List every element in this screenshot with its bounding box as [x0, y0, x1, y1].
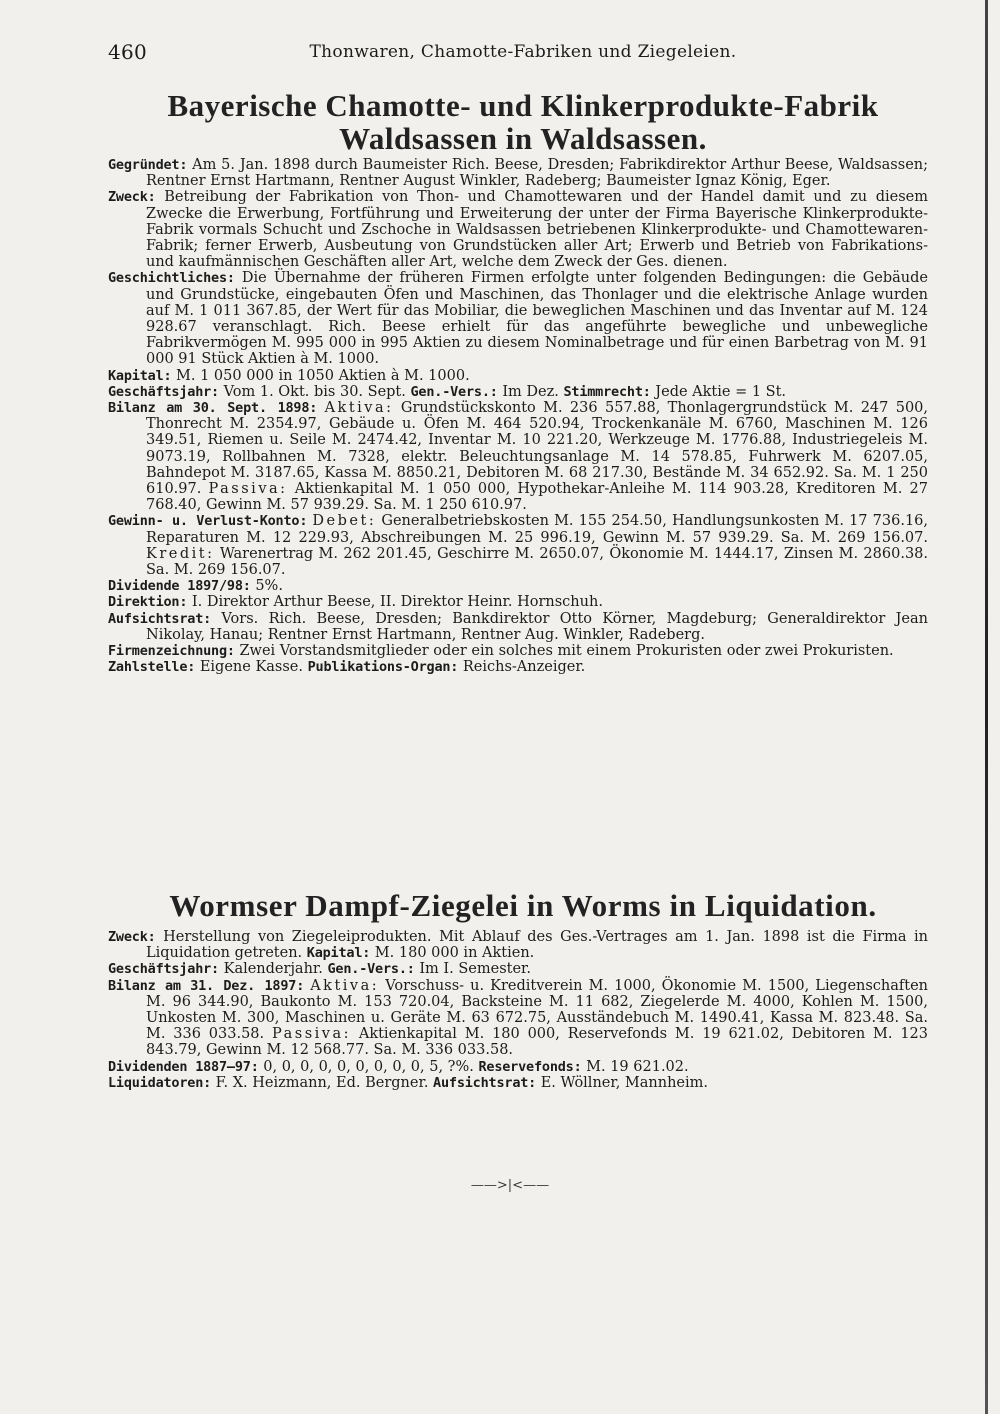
- text-kapital: M. 1 050 000 in 1050 Aktien à M. 1000.: [176, 367, 470, 384]
- text-dividende: 5%.: [255, 578, 283, 595]
- label-aufsichtsrat: Aufsichtsrat:: [108, 610, 212, 627]
- label2-kapital: Kapital:: [306, 945, 371, 962]
- label-genvers: Gen.-Vers.:: [410, 383, 498, 400]
- label-direktion: Direktion:: [108, 594, 188, 611]
- company1-section: [108, 157, 928, 676]
- text2-aktiva: Vorschuss- u. Kreditverein M. 1000, Ökonomie M. 1500, Liegenschaften M. 96 344.90, Baukonto M. 153 720.04, Backsteine M. 11 682, Ziegelerde M. 4000, Kohlen M. 1500, Unkosten M. 300, Maschinen u. Geräte M. 63 672.75, Ausständebuch M. 1490.41, Kassa M. 823.48. Sa. M. 336 033.58.: [146, 977, 929, 1043]
- text2-geschaeftsjahr: Kalenderjahr.: [223, 961, 323, 978]
- label-geschaeftsjahr: Geschäftsjahr:: [108, 383, 219, 400]
- label-zweck: Zweck:: [108, 189, 156, 206]
- text-geschaeftsjahr: Vom 1. Okt. bis 30. Sept.: [223, 383, 406, 400]
- label-gegruendet: Gegründet:: [108, 157, 188, 173]
- label-stimmrecht: Stimmrecht:: [563, 383, 651, 400]
- label-aktiva: Aktiva:: [324, 400, 394, 417]
- label-passiva: Passiva:: [208, 481, 288, 498]
- text-passiva: Aktienkapital M. 1 050 000, Hypothekar-Anleihe M. 114 903.28, Kreditoren M. 27 768.40, Gewinn M. 57 939.29. Sa. M. 1 250 610.97.: [146, 481, 928, 514]
- text-direktion: I. Direktor Arthur Beese, II. Direktor Heinr. Hornschuh.: [191, 594, 603, 611]
- text2-reservefonds: M. 19 621.02.: [586, 1058, 689, 1075]
- label-dividende: Dividende 1897/98:: [108, 578, 251, 595]
- entry-geschaeftsjahr: [108, 384, 928, 400]
- label2-reservefonds: Reservefonds:: [478, 1058, 582, 1075]
- entry-dividende: [108, 578, 928, 594]
- company2-section: [108, 929, 928, 1091]
- text-stimmrecht: Jede Aktie = 1 St.: [655, 383, 787, 400]
- text-publikation: Reichs-Anzeiger.: [462, 659, 586, 676]
- label-publikation: Publikations-Organ:: [307, 659, 459, 676]
- text-aufsichtsrat: Vors. Rich. Beese, Dresden; Bankdirektor Otto Körner, Magdeburg; Generaldirektor Jean Nikolay, Hanau; Rentner Ernst Hartmann, Rentner Aug. Winkler, Radeberg.: [146, 610, 929, 643]
- label2-liquidatoren: Liquidatoren:: [108, 1074, 212, 1091]
- label-kapital: Kapital:: [108, 367, 172, 384]
- label2-bilanz: Bilanz am 31. Dez. 1897:: [108, 977, 305, 994]
- text-genvers: Im Dez.: [502, 383, 559, 400]
- label2-zweck: Zweck:: [108, 929, 156, 945]
- text-geschichtliches: Die Übernahme der früheren Firmen erfolgte unter folgenden Bedingungen: die Gebäude und Grundstücke, eingebauten Öfen und Maschinen, das Thonlager und die elektrische Anlage wurden auf M. 1 011 367.85, der Wert für das Mobiliar, die beweglichen Maschinen und das Inventar auf M. 124 928.67 veranschlagt. Rich. Beese erhielt für das angeführte bewegliche und unbewegliche Fabrikvermögen M. 995 000 in 995 Aktien zu diesem Nominalbetrage und für einen Barbetrag von M. 91 000 91 Stück Aktien à M. 1000.: [146, 270, 929, 368]
- entry-zweck: [108, 189, 928, 270]
- section-end-ornament: ——>|<——: [470, 1178, 550, 1193]
- text2-liquidatoren: F. X. Heizmann, Ed. Bergner.: [215, 1074, 429, 1091]
- label2-genvers: Gen.-Vers.:: [327, 961, 415, 978]
- company1-title-line2: Waldsassen in Waldsassen.: [339, 121, 707, 156]
- label-kredit: Kredit:: [146, 545, 215, 562]
- text-zahlstelle: Eigene Kasse.: [199, 659, 303, 676]
- entry-direktion: [108, 594, 928, 610]
- label2-passiva: Passiva:: [272, 1026, 351, 1043]
- text-zweck: Betreibung der Fabrikation von Thon- und Chamottewaren und der Handel damit und zu diesem Zwecke die Erwerbung, Fortführung und Erweiterung der unter der Firma Bayerische Klinkerprodukte-Fabrik vormals Schucht und Zschoche in Waldsassen betriebenen Klinkerprodukte- und Chamottewaren-Fabrik; ferner Erwerb, Ausbeutung von Grundstücken aller Art; Erwerb und Betrieb von Fabrikations- und kaufmännischen Geschäften aller Art, welche dem Zweck der Ges. dienen.: [146, 189, 928, 271]
- text2-kapital: M. 180 000 in Aktien.: [374, 945, 535, 962]
- entry-geschichtliches: [108, 270, 928, 367]
- entry-firmenzeichnung: [108, 643, 928, 659]
- entry-bilanz: [108, 400, 928, 513]
- entry-gegruendet: [108, 157, 928, 189]
- text2-aufsichtsrat: E. Wöllner, Mannheim.: [540, 1074, 709, 1091]
- entry2-zweck: [108, 929, 928, 961]
- text-debet: Generalbetriebskosten M. 155 254.50, Handlungsunkosten M. 17 736.16, Reparaturen M. 12 229.93, Abschreibungen M. 25 996.19, Gewinn M. 57 939.29. Sa. M. 269 156.07.: [146, 513, 929, 546]
- label-zahlstelle: Zahlstelle:: [108, 659, 196, 676]
- label-debet: Debet:: [312, 513, 377, 530]
- text-kredit: Warenertrag M. 262 201.45, Geschirre M. 2650.07, Ökonomie M. 1444.17, Zinsen M. 2860.38. Sa. M. 269 156.07.: [146, 545, 929, 579]
- entry-guv: [108, 513, 928, 578]
- text2-dividenden: 0, 0, 0, 0, 0, 0, 0, 0, 0, 5, ?%.: [263, 1058, 474, 1075]
- entry2-dividenden: [108, 1059, 928, 1075]
- entry2-liquidatoren: [108, 1075, 928, 1091]
- page-edge-line: [985, 0, 988, 1414]
- label-firmenzeichnung: Firmenzeichnung:: [108, 643, 235, 660]
- text-firmenzeichnung: Zwei Vorstandsmitglieder oder ein solches mit einem Prokuristen oder zwei Prokuristen.: [239, 643, 894, 660]
- entry2-geschaeftsjahr: [108, 961, 928, 977]
- entry2-bilanz: [108, 978, 928, 1059]
- text-aktiva: Grundstückskonto M. 236 557.88, Thonlagergrundstück M. 247 500, Thonrecht M. 2354.97, Gebäude u. Öfen M. 464 520.94, Trockenkanäle M. 6760, Maschinen M. 126 349.51, Riemen u. Seile M. 2474.42, Inventar M. 10 221.20, Werkzeuge M. 1776.88, Industriegeleis M. 9073.19, Rollbahnen M. 7328, elektr. Beleuchtungsanlage M. 14 578.85, Fuhrwerk M. 6207.05, Bahndepot M. 3187.65, Kassa M. 8850.21, Debitoren M. 68 217.30, Bestände M. 34 652.92. Sa. M. 1 250 610.97.: [146, 400, 929, 498]
- text2-genvers: Im I. Semester.: [419, 961, 531, 978]
- company1-title-line1: Bayerische Chamotte- und Klinkerprodukte-Fabrik: [167, 88, 879, 123]
- text2-zweck: Herstellung von Ziegeleiprodukten. Mit Ablauf des Ges.-Vertrages am 1. Jan. 1898 ist die Firma in Liquidation getreten.: [146, 929, 929, 962]
- label2-dividenden: Dividenden 1887—97:: [108, 1058, 259, 1075]
- label-bilanz: Bilanz am 30. Sept. 1898:: [108, 400, 318, 417]
- text2-passiva: Aktienkapital M. 180 000, Reservefonds M. 19 621.02, Debitoren M. 123 843.79, Gewinn M. 12 568.77. Sa. M. 336 033.58.: [146, 1026, 929, 1059]
- entry-aufsichtsrat: [108, 611, 928, 643]
- entry-kapital: [108, 368, 928, 384]
- label-guv: Gewinn- u. Verlust-Konto:: [108, 513, 308, 530]
- entry-zahlstelle: [108, 659, 928, 675]
- company2-title: Wormser Dampf-Ziegelei in Worms in Liquidation.: [169, 888, 877, 923]
- text-gegruendet: Am 5. Jan. 1898 durch Baumeister Rich. Beese, Dresden; Fabrikdirektor Arthur Beese, Waldsassen; Rentner Ernst Hartmann, Rentner August Winkler, Radeberg; Baumeister Ignaz König, Eger.: [146, 157, 928, 190]
- label2-aufsichtsrat: Aufsichtsrat:: [433, 1074, 537, 1091]
- page-number: 460: [108, 40, 148, 64]
- label2-aktiva: Aktiva:: [310, 977, 380, 994]
- label-geschichtliches: Geschichtliches:: [108, 270, 235, 287]
- page-header: [108, 40, 938, 70]
- label2-geschaeftsjahr: Geschäftsjahr:: [108, 961, 219, 978]
- running-head: Thonwaren, Chamotte-Fabriken und Ziegeleien.: [309, 42, 737, 62]
